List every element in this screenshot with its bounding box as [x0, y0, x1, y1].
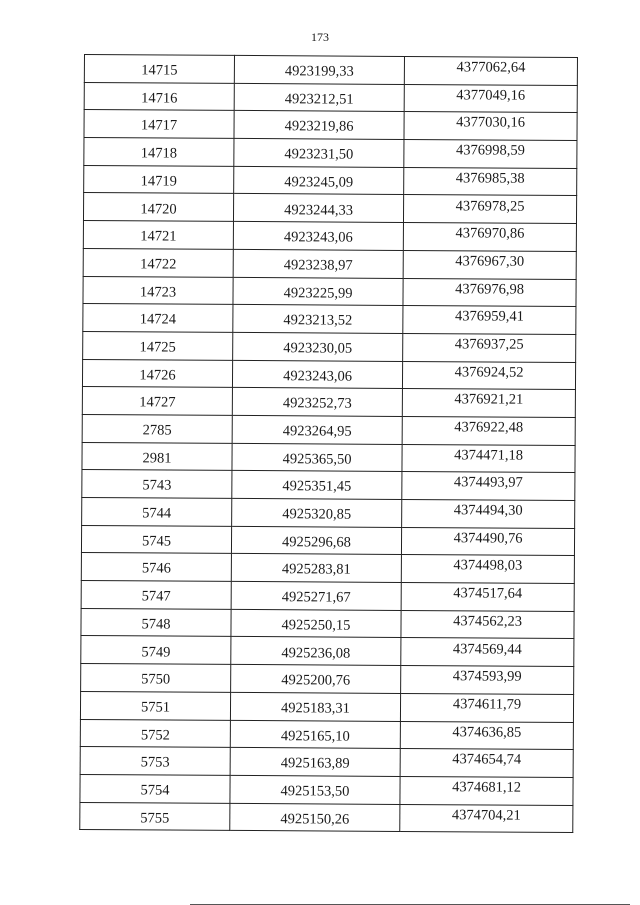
point-number-value: 5751: [140, 699, 171, 716]
table-row: [81, 581, 574, 612]
y-coordinate-value: 4374593,99: [452, 668, 522, 685]
x-coordinate-value: 4925320,85: [282, 506, 352, 523]
y-coordinate-cell: [400, 804, 573, 833]
point-number-cell: [82, 442, 232, 471]
x-coordinate-value: 4925183,31: [281, 700, 350, 717]
y-coordinate-value: 4374611,79: [452, 696, 522, 713]
table-row: [84, 82, 577, 113]
x-coordinate-cell: [231, 665, 401, 694]
point-number-cell: [80, 691, 230, 720]
y-coordinate-value: 4374493,97: [453, 474, 523, 492]
table-row: [80, 774, 573, 805]
y-coordinate-cell: [404, 84, 577, 113]
x-coordinate-value: 4925250,15: [281, 617, 351, 634]
y-coordinate-cell: [401, 666, 574, 695]
table-row: [82, 387, 575, 418]
x-coordinate-cell: [233, 305, 403, 334]
table-row: [81, 608, 574, 639]
x-coordinate-cell: [231, 526, 401, 555]
table-row: [81, 525, 574, 556]
table-row: [82, 497, 575, 528]
y-coordinate-cell: [400, 776, 573, 805]
point-number-value: 5746: [141, 560, 171, 578]
point-number-value: 5750: [141, 671, 171, 688]
table-row: [82, 470, 575, 501]
x-coordinate-cell: [230, 748, 400, 777]
y-coordinate-cell: [402, 472, 575, 501]
y-coordinate-value: 4377062,64: [456, 59, 526, 76]
y-coordinate-value: 4374569,44: [452, 640, 522, 658]
x-coordinate-value: 4923212,51: [284, 91, 354, 108]
point-number-value: 14716: [141, 90, 178, 107]
x-coordinate-value: 4923199,33: [284, 63, 354, 80]
x-coordinate-value: 4923243,06: [283, 229, 353, 246]
point-number-cell: [80, 719, 230, 748]
point-number-value: 14727: [139, 394, 176, 411]
point-number-value: 5749: [141, 643, 171, 661]
x-coordinate-cell: [234, 166, 404, 195]
y-coordinate-cell: [403, 250, 576, 279]
table-row: [81, 664, 574, 695]
y-coordinate-value: 4374490,76: [453, 530, 523, 547]
coordinates-table-body: [80, 55, 578, 833]
y-coordinate-cell: [401, 638, 574, 667]
point-number-cell: [81, 553, 231, 582]
point-number-cell: [84, 138, 234, 167]
table-row: [81, 636, 574, 667]
point-number-cell: [81, 608, 231, 637]
table-row: [83, 304, 576, 335]
point-number-cell: [81, 525, 231, 554]
y-coordinate-value: 4376959,41: [454, 308, 524, 325]
point-number-cell: [80, 802, 230, 831]
x-coordinate-cell: [231, 637, 401, 666]
x-coordinate-value: 4925236,08: [281, 644, 351, 662]
x-coordinate-value: 4925200,76: [281, 672, 351, 689]
x-coordinate-cell: [231, 609, 401, 638]
y-coordinate-value: 4374636,85: [452, 723, 522, 741]
x-coordinate-cell: [234, 83, 404, 112]
y-coordinate-value: 4376978,25: [455, 197, 525, 215]
point-number-value: 14715: [141, 62, 178, 79]
table-row: [83, 331, 576, 362]
point-number-cell: [83, 193, 233, 222]
y-coordinate-value: 4376922,48: [454, 419, 524, 436]
y-coordinate-cell: [403, 278, 576, 307]
x-coordinate-value: 4923231,50: [284, 146, 354, 163]
point-number-value: 2981: [142, 450, 172, 467]
y-coordinate-value: 4374498,03: [453, 557, 523, 575]
x-coordinate-value: 4925351,45: [282, 478, 352, 496]
y-coordinate-cell: [400, 749, 573, 778]
y-coordinate-value: 4376967,30: [455, 253, 525, 270]
x-coordinate-value: 4923243,06: [283, 367, 353, 385]
y-coordinate-value: 4376985,38: [455, 170, 525, 187]
table-row: [80, 802, 573, 833]
point-number-cell: [84, 165, 234, 194]
y-coordinate-cell: [404, 112, 577, 141]
x-coordinate-value: 4923245,09: [284, 174, 354, 191]
table-row: [84, 138, 577, 169]
y-coordinate-value: 4374681,12: [452, 779, 522, 796]
y-coordinate-cell: [402, 499, 575, 528]
y-coordinate-value: 4374494,30: [453, 502, 523, 519]
x-coordinate-cell: [232, 360, 402, 389]
x-coordinate-value: 4923244,33: [284, 201, 354, 219]
x-coordinate-cell: [230, 803, 400, 832]
point-number-value: 14721: [140, 228, 177, 245]
x-coordinate-value: 4923213,52: [283, 312, 353, 329]
point-number-cell: [83, 276, 233, 305]
y-coordinate-value: 4374517,64: [453, 585, 523, 602]
point-number-value: 5754: [140, 782, 170, 799]
y-coordinate-value: 4376937,25: [454, 336, 524, 353]
point-number-cell: [82, 470, 232, 499]
table-row: [84, 165, 577, 196]
table-row: [82, 359, 575, 390]
x-coordinate-cell: [233, 277, 403, 306]
point-number-value: 14719: [140, 173, 177, 190]
x-coordinate-cell: [233, 194, 403, 223]
x-coordinate-cell: [230, 775, 400, 804]
x-coordinate-cell: [234, 138, 404, 167]
y-coordinate-value: 4376976,98: [455, 280, 525, 298]
x-coordinate-value: 4923219,86: [284, 118, 354, 136]
point-number-value: 5755: [140, 810, 170, 827]
coordinates-table: [79, 54, 578, 833]
x-coordinate-cell: [233, 249, 403, 278]
point-number-value: 5752: [140, 726, 170, 744]
x-coordinate-cell: [231, 554, 401, 583]
point-number-value: 14718: [140, 145, 178, 162]
y-coordinate-cell: [401, 555, 574, 584]
point-number-value: 2785: [142, 422, 172, 439]
x-coordinate-cell: [234, 111, 404, 140]
y-coordinate-value: 4376924,52: [454, 363, 524, 381]
x-coordinate-value: 4925150,26: [280, 810, 350, 828]
table-row: [83, 193, 576, 224]
y-coordinate-cell: [402, 444, 575, 473]
x-coordinate-value: 4923238,97: [283, 257, 353, 274]
point-number-value: 5748: [141, 616, 171, 633]
point-number-cell: [83, 221, 233, 250]
coordinates-table-container: [79, 54, 584, 833]
x-coordinate-value: 4923252,73: [282, 395, 352, 412]
y-coordinate-cell: [404, 140, 577, 169]
table-row: [80, 719, 573, 750]
y-coordinate-cell: [403, 333, 576, 362]
point-number-cell: [83, 248, 233, 277]
point-number-value: 5745: [141, 533, 172, 550]
x-coordinate-cell: [233, 222, 403, 251]
x-coordinate-cell: [232, 415, 402, 444]
y-coordinate-value: 4374471,18: [454, 446, 524, 464]
point-number-cell: [80, 774, 230, 803]
x-coordinate-value: 4925165,10: [280, 727, 350, 745]
y-coordinate-cell: [403, 306, 576, 335]
point-number-value: 5753: [140, 754, 170, 771]
y-coordinate-value: 4377049,16: [456, 87, 526, 104]
x-coordinate-cell: [232, 471, 402, 500]
point-number-cell: [84, 55, 234, 84]
x-coordinate-cell: [230, 692, 400, 721]
table-row: [81, 553, 574, 584]
table-row: [83, 276, 576, 307]
table-row: [84, 110, 577, 141]
table-row: [80, 691, 573, 722]
point-number-value: 5747: [141, 588, 171, 605]
point-number-value: 14726: [139, 367, 176, 384]
point-number-cell: [82, 497, 232, 526]
point-number-value: 5744: [142, 505, 172, 522]
point-number-cell: [84, 82, 234, 111]
point-number-cell: [80, 747, 230, 776]
point-number-value: 5743: [142, 477, 172, 494]
point-number-value: 14723: [139, 283, 177, 301]
point-number-cell: [82, 414, 232, 443]
x-coordinate-cell: [232, 498, 402, 527]
y-coordinate-cell: [403, 223, 576, 252]
x-coordinate-value: 4923230,05: [283, 340, 353, 357]
y-coordinate-value: 4377030,16: [456, 114, 526, 132]
y-coordinate-cell: [402, 361, 575, 390]
table-row: [83, 248, 576, 279]
y-coordinate-value: 4374654,74: [452, 751, 522, 768]
x-coordinate-cell: [233, 332, 403, 361]
point-number-cell: [82, 359, 232, 388]
y-coordinate-cell: [401, 610, 574, 639]
point-number-cell: [81, 664, 231, 693]
y-coordinate-cell: [402, 416, 575, 445]
table-row: [80, 747, 573, 778]
table-row: [83, 221, 576, 252]
table-row: [82, 442, 575, 473]
table-row: [84, 55, 577, 86]
x-coordinate-cell: [231, 581, 401, 610]
point-number-cell: [81, 581, 231, 610]
point-number-cell: [82, 387, 232, 416]
x-coordinate-value: 4925365,50: [282, 450, 352, 468]
page-number: 173: [311, 30, 329, 44]
x-coordinate-value: 4923264,95: [282, 423, 352, 440]
y-coordinate-value: 4376921,21: [454, 391, 524, 409]
point-number-value: 14720: [140, 200, 177, 218]
y-coordinate-value: 4374562,23: [453, 613, 523, 630]
x-coordinate-value: 4925153,50: [280, 783, 350, 800]
y-coordinate-cell: [404, 167, 577, 196]
point-number-cell: [81, 636, 231, 665]
point-number-value: 14722: [140, 256, 177, 273]
y-coordinate-cell: [400, 693, 573, 722]
y-coordinate-value: 4374704,21: [451, 806, 521, 824]
y-coordinate-cell: [402, 389, 575, 418]
x-coordinate-value: 4925163,89: [280, 755, 350, 772]
point-number-cell: [83, 304, 233, 333]
point-number-value: 14725: [139, 339, 176, 356]
y-coordinate-cell: [403, 195, 576, 224]
point-number-value: 14724: [139, 311, 177, 328]
x-coordinate-value: 4925283,81: [281, 561, 351, 579]
x-coordinate-cell: [232, 388, 402, 417]
x-coordinate-value: 4923225,99: [283, 284, 353, 302]
y-coordinate-value: 4376970,86: [455, 225, 525, 242]
y-coordinate-cell: [401, 583, 574, 612]
y-coordinate-cell: [404, 56, 577, 85]
x-coordinate-cell: [234, 55, 404, 84]
x-coordinate-cell: [230, 720, 400, 749]
point-number-cell: [84, 110, 234, 139]
point-number-cell: [83, 331, 233, 360]
y-coordinate-value: 4376998,59: [455, 142, 525, 159]
y-coordinate-cell: [400, 721, 573, 750]
y-coordinate-cell: [401, 527, 574, 556]
x-coordinate-value: 4925296,68: [282, 534, 352, 551]
table-row: [82, 414, 575, 445]
x-coordinate-cell: [232, 443, 402, 472]
x-coordinate-value: 4925271,67: [281, 589, 351, 606]
point-number-value: 14717: [140, 117, 178, 135]
